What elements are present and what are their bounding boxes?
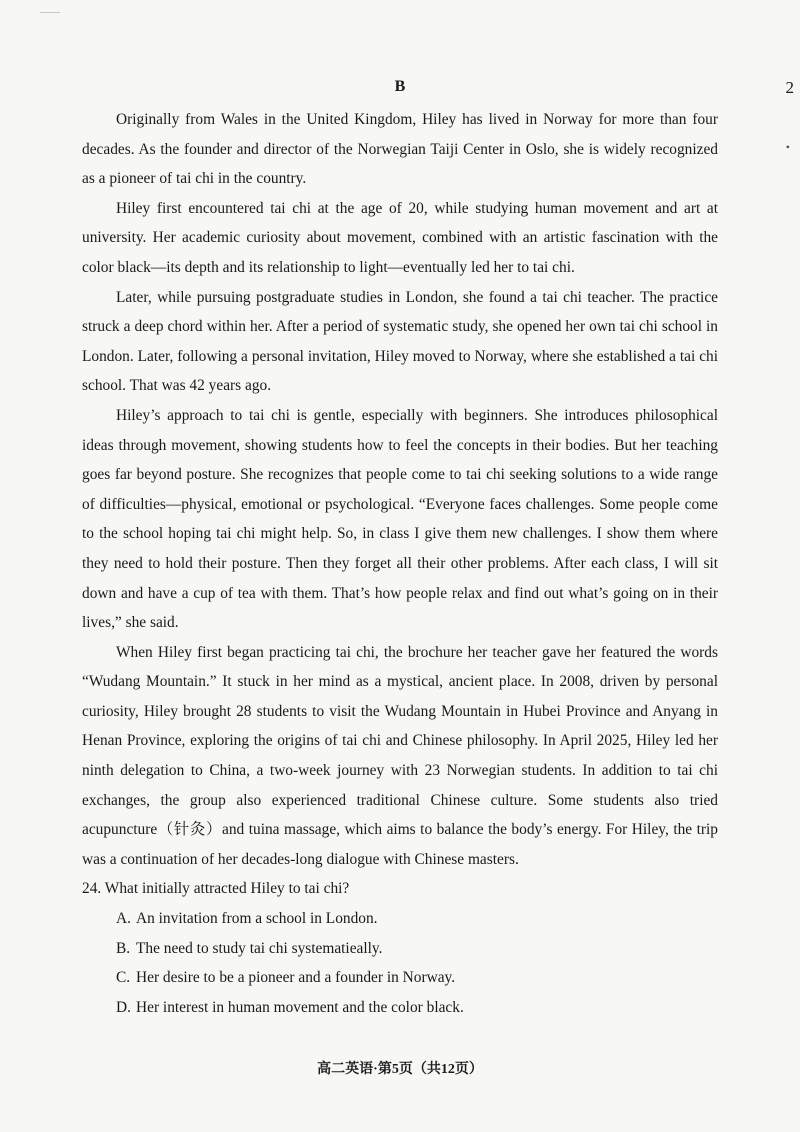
- option-letter: A.: [116, 910, 131, 928]
- scan-corner-mark: [40, 12, 60, 13]
- scan-edge-mark: •: [785, 140, 790, 154]
- option-text: Her desire to be a pioneer and a founder in Norway.: [136, 969, 456, 987]
- option-d: [82, 993, 718, 1023]
- option-a: [82, 904, 718, 934]
- passage-paragraph-3: Later, while pursuing postgraduate studies in London, she found a tai chi teacher. The practice struck a deep chord within her. After a period of systematic study, she opened her own tai chi school in London. Later, following a personal invitation, Hiley moved to Norway, where she established a tai chi school. That was 42 years ago.: [82, 288, 718, 395]
- option-c: [82, 963, 718, 993]
- question-24: 24. What initially attracted Hiley to tai chi?: [82, 880, 350, 898]
- option-b: [82, 934, 718, 964]
- option-text: An invitation from a school in London.: [136, 910, 378, 928]
- page-footer: 高二英语·第5页（共12页）: [317, 1062, 483, 1077]
- section-label: B: [394, 78, 406, 95]
- passage-paragraph-4: Hiley’s approach to tai chi is gentle, especially with beginners. She introduces philosophical ideas through movement, showing students how to feel the concepts in their bodies. But her teaching goes far beyond posture. She recognizes that people come to tai chi seeking solutions to a wide range of difficulties—physical, emotional or psychological. “Everyone faces challenges. Some people come to the school hoping tai chi might help. So, in class I give them new challenges. I show them where they need to hold their posture. Then they forget all their other problems. After each class, I will sit down and have a cup of tea with them. That’s how people relax and find out what’s going on in their lives,” she said.: [82, 406, 718, 632]
- passage-paragraph-2: Hiley first encountered tai chi at the age of 20, while studying human movement and art at university. Her academic curiosity about movement, combined with an artistic fascination with the color black—its depth and its relationship to light—eventually led her to tai chi.: [82, 199, 718, 276]
- option-text: The need to study tai chi systematieally.: [136, 939, 383, 957]
- option-letter: B.: [116, 939, 131, 957]
- option-text: Her interest in human movement and the color black.: [136, 998, 464, 1016]
- passage-paragraph-1: Originally from Wales in the United Kingdom, Hiley has lived in Norway for more than four decades. As the founder and director of the Norwegian Taiji Center in Oslo, she is widely recognized as a pioneer of tai chi in the country.: [82, 111, 718, 188]
- answer-options: [82, 904, 718, 1022]
- passage-paragraph-5: When Hiley first began practicing tai chi, the brochure her teacher gave her featured the words “Wudang Mountain.” It stuck in her mind as a mystical, ancient place. In 2008, driven by personal curiosity, Hiley brought 28 students to visit the Wudang Mountain in Hubei Province and Anyang in Henan Province, exploring the origins of tai chi and Chinese philosophy. In April 2025, Hiley led her ninth delegation to China, a two-week journey with 23 Norwegian students. In addition to tai chi exchanges, the group also experienced traditional Chinese culture. Some students also tried acupuncture（针灸）and tuina massage, which aims to balance the body’s energy. For Hiley, the trip was a continuation of her decades-long dialogue with Chinese masters.: [82, 643, 718, 868]
- option-letter: C.: [116, 969, 131, 987]
- option-letter: D.: [116, 998, 131, 1016]
- page-number: 2: [785, 78, 794, 97]
- passage-content: [82, 105, 718, 1022]
